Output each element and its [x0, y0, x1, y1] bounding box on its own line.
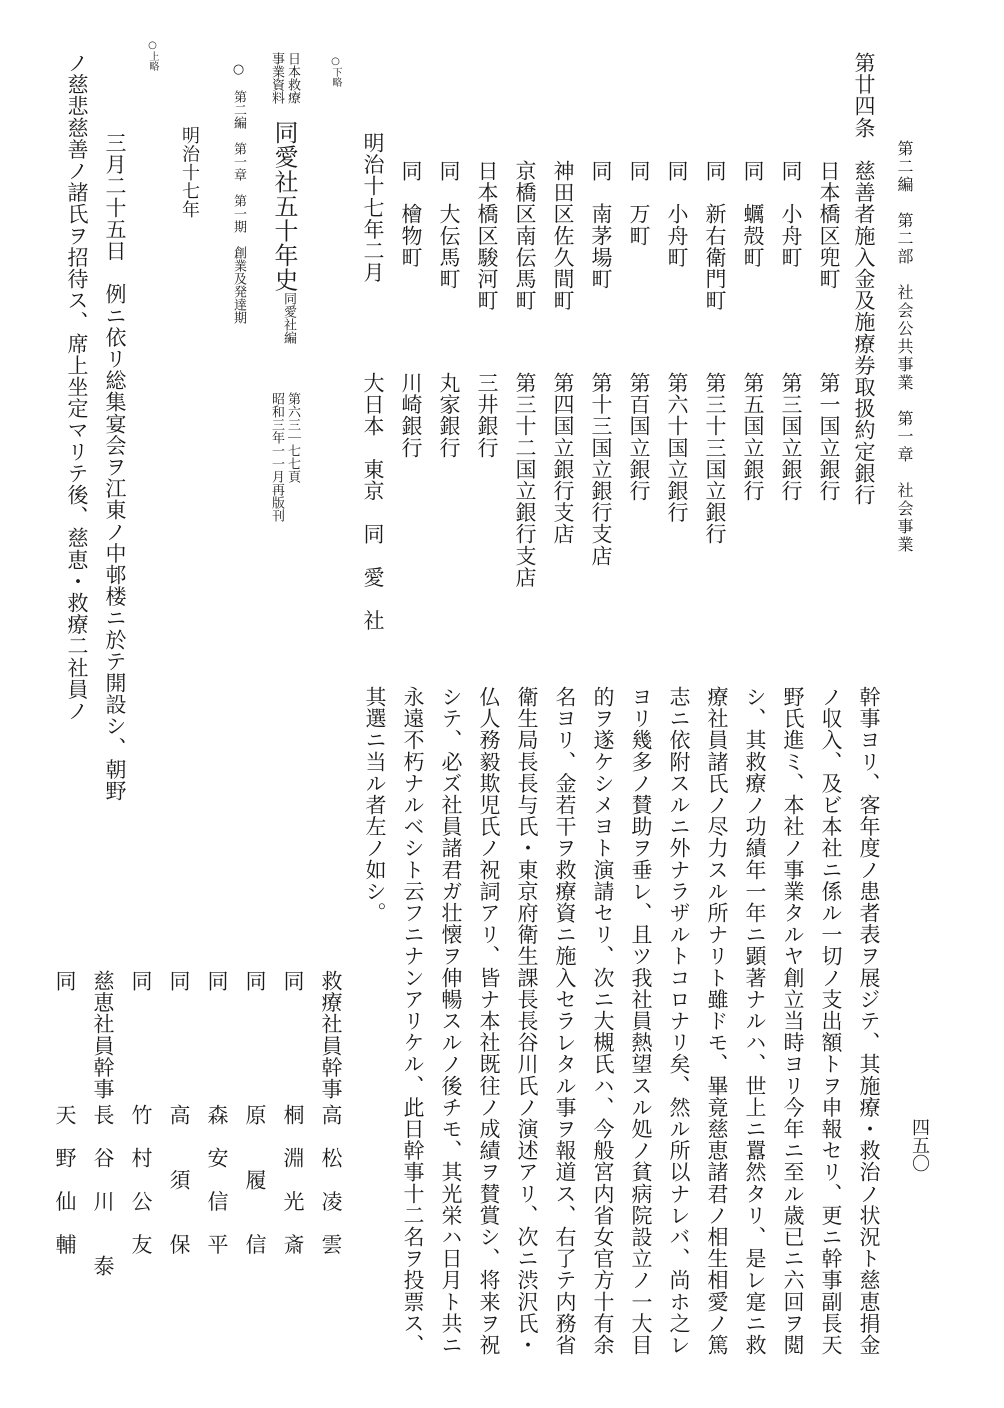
bank-place: 同 小舟町 [665, 160, 689, 268]
officer-name: 原 履 信 [243, 1104, 267, 1256]
officer-name: 天 野 仙 輔 [53, 1104, 77, 1256]
bank-place: 日本橋区駿河町 [475, 160, 499, 312]
source-reprint: 昭和三年一一月再版刊 [269, 392, 284, 522]
body-line: 其選ニ当ル者左ノ如シ。 [363, 686, 387, 924]
officer-role: 同 [243, 970, 267, 992]
bank-name: 川崎銀行 [399, 372, 423, 459]
page-number: 四五〇 [909, 1118, 930, 1172]
officer-role: 慈恵社員幹事 [91, 970, 115, 1100]
bank-name: 第三十二国立銀行支店 [513, 372, 537, 588]
officer-role: 同 [129, 970, 153, 992]
dateline-date: 明治十七年二月 [361, 132, 385, 284]
officer-name: 高 松 凌 雲 [319, 1104, 343, 1256]
dateline-issuer: 大日本 東京 同 愛 社 [361, 372, 385, 632]
bank-place: 同 小舟町 [779, 160, 803, 268]
body-line: 衛生局長長与氏・東京府衛生課長長谷川氏ノ演述アリ、次ニ渋沢氏・ [515, 686, 539, 1356]
officer-role: 同 [167, 970, 191, 992]
body-line: シ、其救療ノ功績年一年ニ顕著ナルハ、世上ニ囂然タリ、是レ寔ニ救 [743, 686, 767, 1356]
chapter-reference: ○ 第二編 第一章 第一期 創業及発達期 [231, 62, 246, 324]
bank-place: 同 大伝馬町 [437, 160, 461, 290]
body-line: 野氏進ミ、本社ノ事業タルヤ創立当時ヨリ今年ニ至ル歳已ニ六回ヲ閲 [781, 686, 805, 1356]
body-line: ノ収入、及ビ本社ニ係ル一切ノ支出額トヲ申報セリ、更ニ幹事副長天 [819, 686, 843, 1356]
source-editor: 同愛社編 [281, 292, 296, 344]
bank-name: 第六十国立銀行 [665, 372, 689, 524]
entry-line: ノ慈悲慈善ノ諸氏ヲ招待ス、席上坐定マリテ後、慈恵・救療二社員ノ [65, 52, 89, 722]
body-line: 名ヨリ、金若干ヲ救療資ニ施入セラレタル事ヲ報道ス、右了テ内務省 [553, 686, 577, 1356]
officer-name: 森 安 信 平 [205, 1104, 229, 1256]
bank-name: 第五国立銀行 [741, 372, 765, 502]
body-line: 的ヲ遂ケシメヨト演請セリ、次ニ大槻氏ハ、今般宮内省女官方十有余 [591, 686, 615, 1356]
body-line: 幹事ヨリ、客年度ノ患者表ヲ展ジテ、其施療・救治ノ状況ト慈恵捐金 [857, 686, 881, 1356]
bank-place: 同 万町 [627, 160, 651, 247]
officer-name: 長 谷 川 泰 [91, 1104, 115, 1277]
running-head: 第二編 第二部 社会公共事業 第一章 社会事業 [895, 140, 914, 554]
source-title: 同愛社五十年史 [270, 120, 298, 293]
bank-place: 同 南茅場町 [589, 160, 613, 290]
body-line: ヨリ幾多ノ賛助ヲ垂レ、且ツ我社員熱望スル処ノ貧病院設立ノ一大目 [629, 686, 653, 1356]
body-line: シテ、必ズ社員諸君ガ壮懐ヲ伸暢スルノ後チモ、其光栄ハ日月ト共ニ [439, 686, 463, 1356]
bank-name: 第三十三国立銀行 [703, 372, 727, 545]
bank-name: 丸家銀行 [437, 372, 461, 459]
omission-note: ○下略 [330, 56, 341, 87]
bank-name: 第十三国立銀行支店 [589, 372, 613, 567]
section-year: 明治十七年 [179, 126, 200, 219]
officer-name: 桐 淵 光 斎 [281, 1104, 305, 1256]
body-line: 仏人務毅欺児氏ノ祝詞アリ、皆ナ本社既往ノ成績ヲ賛賞シ、将来ヲ祝 [477, 686, 501, 1356]
bank-place: 神田区佐久間町 [551, 160, 575, 312]
officer-role: 救療社員幹事 [319, 970, 343, 1100]
bank-name: 第四国立銀行支店 [551, 372, 575, 545]
bank-place: 同 新右衛門町 [703, 160, 727, 312]
bank-name: 第一国立銀行 [817, 372, 841, 502]
officer-name: 竹 村 公 友 [129, 1104, 153, 1256]
bank-name: 第三国立銀行 [779, 372, 803, 502]
bank-place: 同 蠣殻町 [741, 160, 765, 268]
bank-place: 京橋区南伝馬町 [513, 160, 537, 312]
officer-role: 同 [53, 970, 77, 992]
officer-role: 同 [205, 970, 229, 992]
body-line: 志ニ依附スルニ外ナラザルトコロナリ矣、然ル所以ナレバ、尚ホ之レ [667, 686, 691, 1356]
omission-note: ○上略 [147, 40, 158, 71]
source-label: 日本救療 [285, 52, 300, 104]
bank-place: 日本橋区兜町 [817, 160, 841, 290]
bank-name: 三井銀行 [475, 372, 499, 459]
body-line: 療社員諸氏ノ尽力スル所ナリト雖ドモ、畢竟慈恵諸君ノ相生相愛ノ篤 [705, 686, 729, 1356]
bank-place: 同 檜物町 [399, 160, 423, 268]
entry-line: 三月二十五日 例ニ依リ総集宴会ヲ江東ノ中邨楼ニ於テ開設シ、朝野 [103, 132, 127, 802]
officer-name: 高 須 保 [167, 1104, 191, 1256]
officer-role: 同 [281, 970, 305, 992]
source-label: 事業資料 [269, 52, 284, 104]
body-line: 永遠不朽ナルベシト云フニナンアリケル、此日幹事十二名ヲ投票ス、 [401, 686, 425, 1356]
bank-name: 第百国立銀行 [627, 372, 651, 502]
article-title: 第廿四条 慈善者施入金及施療券取扱約定銀行 [852, 52, 876, 506]
source-pages: 第六三｜七七頁 [285, 392, 300, 483]
